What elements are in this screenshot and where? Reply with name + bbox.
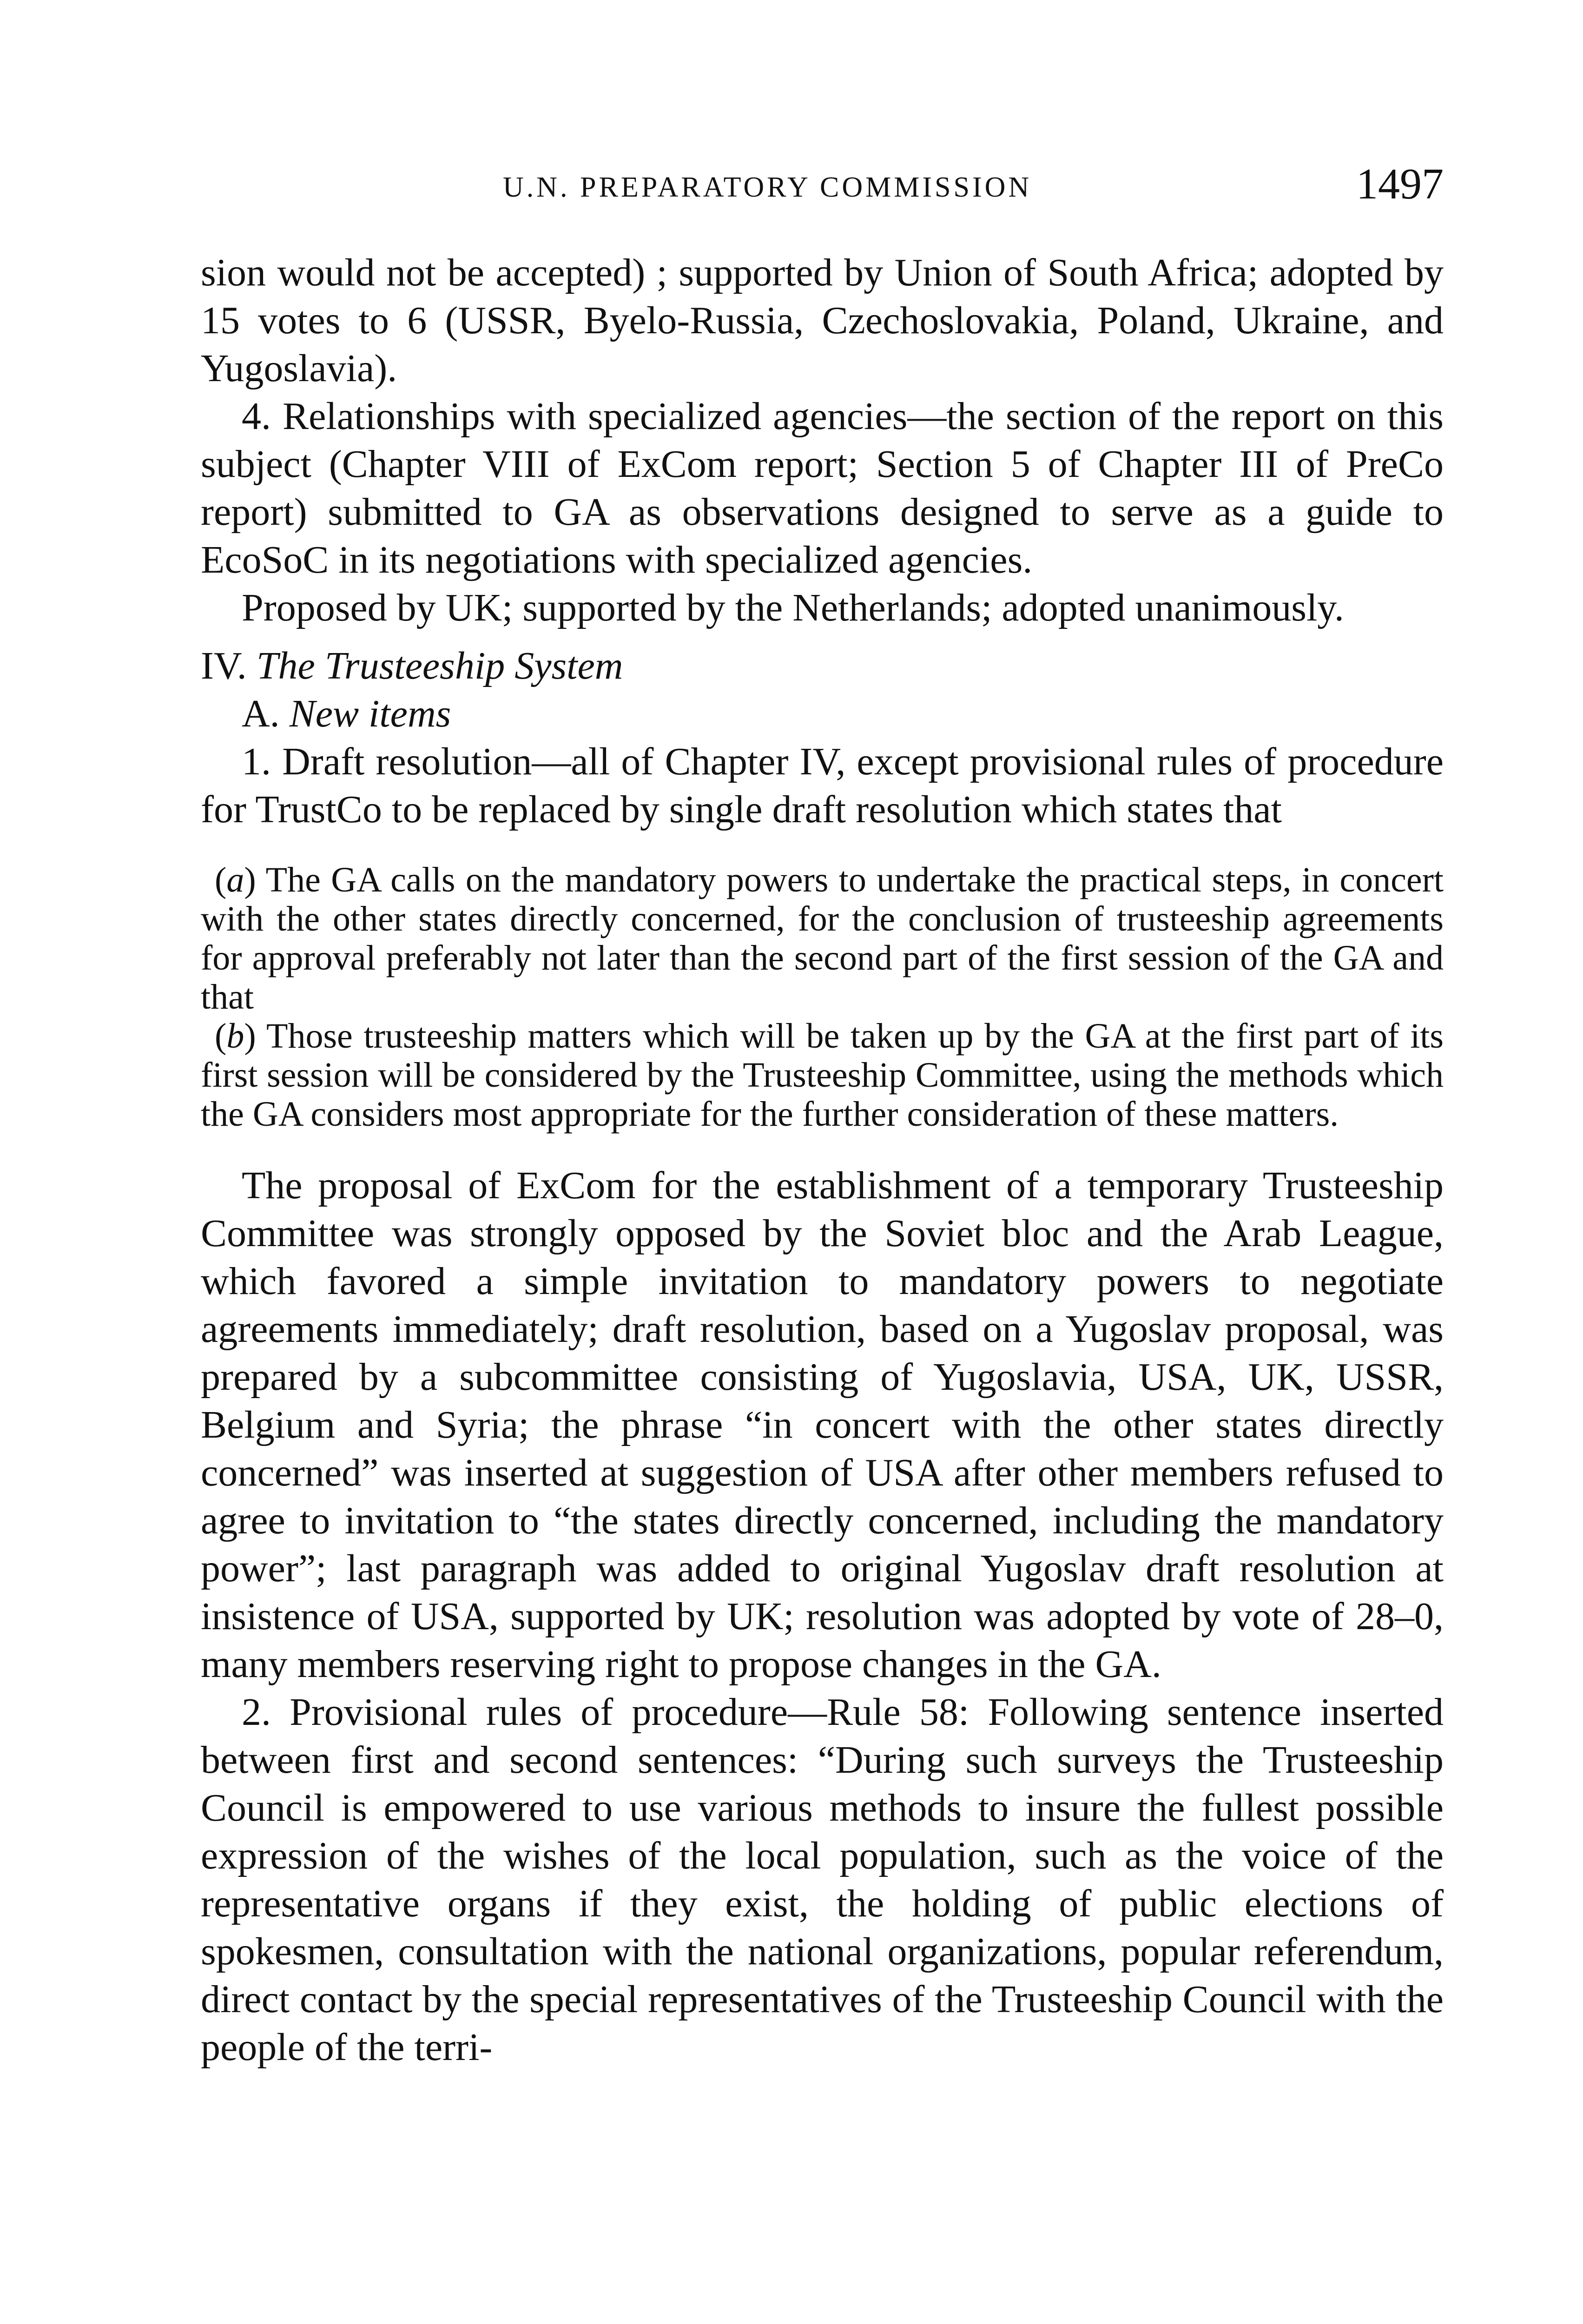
sub-heading-title: New items: [289, 692, 451, 735]
paragraph-continuation: sion would not be accepted) ; supported by Union of South Africa; adopted by 15 votes to 6 (USSR, Byelo-Russia, Czechoslovakia, Poland, Ukraine, and Yugoslavia).: [201, 251, 1444, 390]
quote-item-b: (b) Those trusteeship matters which will be taken up by the GA at the first part of its first session will be considered by the Trusteeship Committee, using the methods which the GA considers most appropriate for the further consideration of these matters.: [201, 1017, 1444, 1134]
quote-item-b-label: b: [226, 1017, 244, 1056]
quote-item-a-text: The GA calls on the mandatory powers to undertake the practical steps, in concert with the other states directly concerned, for the conclusion of trusteeship agreements for approval preferably not later than the second part of the first session of the GA and that: [201, 860, 1444, 1017]
quote-item-a: (a) The GA calls on the mandatory powers to undertake the practical steps, in concert with the other states directly concerned, for the conclusion of trusteeship agreements for approval preferably not later than the second part of the first session of the GA and that: [201, 860, 1444, 1017]
sub-heading-letter: A.: [242, 692, 280, 735]
paragraph-proposed-by-uk: Proposed by UK; supported by the Netherlands; adopted unanimously.: [242, 586, 1344, 629]
page-header: [201, 159, 1444, 215]
paragraph-draft-resolution: 1. Draft resolution—all of Chapter IV, except provisional rules of procedure for TrustCo to be replaced by single draft resolution which states that: [201, 740, 1444, 831]
section-heading-number: IV.: [201, 644, 247, 687]
page-number: 1497: [1356, 160, 1444, 208]
sub-heading: [201, 690, 1444, 738]
paragraph-relationships-specialized-agencies: 4. Relationships with specialized agencies—the section of the report on this subject (Chapter VIII of ExCom report; Section 5 of Chapter III of PreCo report) submitted to GA as observations designed to serve as a guide to EcoSoC in its negotiations with specialized agencies.: [201, 395, 1444, 581]
page-body: [201, 249, 1444, 2071]
quote-item-a-label: a: [226, 860, 244, 899]
paragraph-provisional-rules: 2. Provisional rules of procedure—Rule 58: Following sentence inserted between first and second sentences: “During such surveys the Trusteeship Council is empowered to use various methods to insure the fullest possible expression of the wishes of the local population, such as the voice of the representative organs if they exist, the holding of public elections of spokesmen, consultation with the national organizations, popular referendum, direct contact by the special representatives of the Trusteeship Council with the people of the terri-: [201, 1690, 1444, 2069]
paragraph-excom-proposal: The proposal of ExCom for the establishment of a temporary Trusteeship Committee was strongly opposed by the Soviet bloc and the Arab League, which favored a simple invitation to mandatory powers to negotiate agreements immediately; draft resolution, based on a Yugoslav proposal, was prepared by a subcommittee consisting of Yugoslavia, USA, UK, USSR, Belgium and Syria; the phrase “in concert with the other states directly concerned” was inserted at suggestion of USA after other members refused to agree to invitation to “the states directly concerned, including the mandatory power”; last paragraph was added to original Yugoslav draft resolution at insistence of USA, supported by UK; resolution was adopted by vote of 28–0, many members reserving right to propose changes in the GA.: [201, 1164, 1444, 1686]
running-head: U.N. PREPARATORY COMMISSION: [503, 172, 1032, 203]
resolution-quote: [201, 860, 1444, 1134]
quote-item-b-text: Those trusteeship matters which will be taken up by the GA at the first part of its first session will be considered by the Trusteeship Committee, using the methods which the GA considers most appropriate for the further consideration of these matters.: [201, 1017, 1444, 1134]
section-heading: [201, 642, 1444, 690]
section-heading-title: The Trusteeship System: [256, 644, 623, 687]
